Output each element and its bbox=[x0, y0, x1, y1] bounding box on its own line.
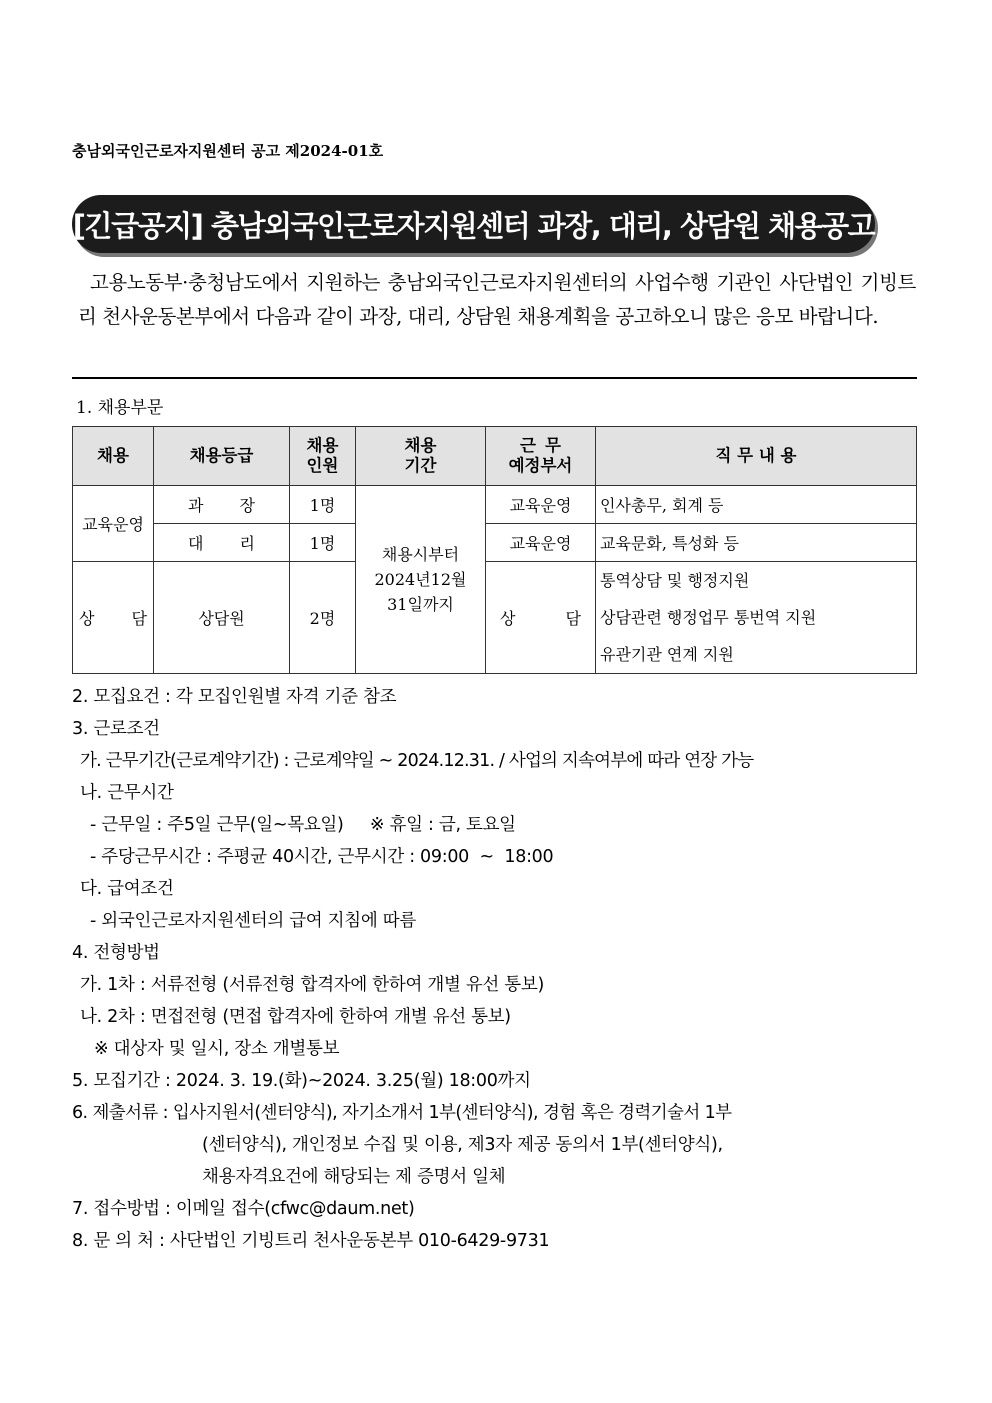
grade-cell bbox=[154, 524, 290, 562]
divider bbox=[72, 377, 917, 379]
header-dept-char-a: 근 bbox=[520, 436, 536, 455]
grade-char-b: 리 bbox=[239, 534, 255, 553]
section-1-title: 1. 채용부문 bbox=[76, 398, 164, 418]
duty-line: 통역상담 및 행정지원 bbox=[600, 571, 750, 590]
period-cell bbox=[356, 486, 486, 674]
header-period bbox=[356, 427, 486, 486]
section-7: 7. 접수방법 : 이메일 접수(cfwc@daum.net) bbox=[72, 1199, 415, 1219]
header-hire: 채용 bbox=[73, 427, 154, 486]
section-6: 6. 제출서류 : 입사지원서(센터양식), 자기소개서 1부(센터양식), 경험 혹은 경력기술서 1부 bbox=[72, 1103, 732, 1123]
section-4: 4. 전형방법 bbox=[72, 943, 160, 963]
grade-spread bbox=[154, 493, 289, 516]
header-dept bbox=[486, 427, 596, 486]
grade-char-b: 장 bbox=[239, 496, 255, 515]
dept-cell: 교육운영 bbox=[486, 524, 596, 562]
section-4a: 가. 1차 : 서류전형 (서류전형 합격자에 한하여 개별 유선 통보) bbox=[80, 975, 545, 995]
header-count-line2: 인원 bbox=[306, 456, 339, 475]
header-count-line1: 채용 bbox=[306, 436, 339, 455]
section-2: 2. 모집요건 : 각 모집인원별 자격 기준 참조 bbox=[72, 687, 397, 707]
dept-cell: 교육운영 bbox=[486, 486, 596, 524]
count-cell: 1명 bbox=[290, 524, 356, 562]
section-5: 5. 모집기간 : 2024. 3. 19.(화)~2024. 3.25(월) 18:00까지 bbox=[72, 1071, 531, 1091]
header-duty: 직 무 내 용 bbox=[596, 427, 917, 486]
section-4-note: ※ 대상자 및 일시, 장소 개별통보 bbox=[94, 1039, 340, 1059]
table-row bbox=[73, 486, 917, 524]
section-3b-1: - 근무일 : 주5일 근무(일~목요일) ※ 휴일 : 금, 토요일 bbox=[90, 815, 516, 835]
body-sections bbox=[72, 681, 922, 1257]
header-period-line1: 채용 bbox=[404, 436, 437, 455]
dept-cell bbox=[486, 562, 596, 674]
duty-cell: 교육문화, 특성화 등 bbox=[596, 524, 917, 562]
header-dept-char-b: 무 bbox=[545, 436, 561, 455]
group-edu: 교육운영 bbox=[73, 486, 154, 562]
header-dept-line2: 예정부서 bbox=[508, 456, 573, 475]
header-count bbox=[290, 427, 356, 486]
grade-char-a: 대 bbox=[188, 534, 204, 553]
section-3c: 다. 급여조건 bbox=[80, 879, 174, 899]
section-8: 8. 문 의 처 : 사단법인 기빙트리 천사운동본부 010-6429-9731 bbox=[72, 1231, 550, 1251]
grade-char-a: 과 bbox=[188, 496, 204, 515]
dept-spread bbox=[486, 606, 595, 629]
header-dept-line1 bbox=[486, 436, 595, 456]
table-row bbox=[73, 562, 917, 674]
notice-number: 충남외국인근로자지원센터 공고 제2024-01호 bbox=[72, 142, 384, 160]
title-banner bbox=[72, 195, 875, 253]
section-3a: 가. 근무기간(근로계약기간) : 근로계약일 ~ 2024.12.31. / 사업의 지속여부에 따라 연장 가능 bbox=[80, 751, 754, 771]
dept-char-a: 상 bbox=[500, 609, 516, 628]
recruitment-table bbox=[72, 426, 917, 674]
table-header-row bbox=[73, 427, 917, 486]
intro-paragraph: 고용노동부·충청남도에서 지원하는 충남외국인근로자지원센터의 사업수행 기관인 사단법인 기빙트리 천사운동본부에서 다음과 같이 과장, 대리, 상담원 채용계획을 공고하오니 많은 응모 바랍니다. bbox=[78, 271, 916, 328]
section-6-line3: 채용자격요건에 해당되는 제 증명서 일체 bbox=[202, 1167, 506, 1187]
count-cell: 1명 bbox=[290, 486, 356, 524]
section-3c-1: - 외국인근로자지원센터의 급여 지침에 따름 bbox=[90, 911, 416, 931]
duty-line: 유관기관 연계 지원 bbox=[600, 645, 734, 664]
grade-spread bbox=[154, 531, 289, 554]
period-line2: 2024년12월 bbox=[374, 570, 467, 589]
period-line3: 31일까지 bbox=[387, 595, 454, 614]
period-line1: 채용시부터 bbox=[381, 545, 460, 564]
table-row bbox=[73, 524, 917, 562]
group-counsel-spread bbox=[73, 606, 153, 629]
header-grade: 채용등급 bbox=[154, 427, 290, 486]
count-cell: 2명 bbox=[290, 562, 356, 674]
section-3: 3. 근로조건 bbox=[72, 719, 160, 739]
group-counsel bbox=[73, 562, 154, 674]
section-4b: 나. 2차 : 면접전형 (면접 합격자에 한하여 개별 유선 통보) bbox=[80, 1007, 511, 1027]
section-3b-2: - 주당근무시간 : 주평균 40시간, 근무시간 : 09:00 ~ 18:00 bbox=[90, 847, 554, 867]
duty-cell bbox=[596, 562, 917, 674]
group-counsel-char-b: 담 bbox=[131, 609, 147, 628]
page-title: [긴급공지] 충남외국인근로자지원센터 과장, 대리, 상담원 채용공고 bbox=[72, 208, 875, 243]
duty-line: 상담관련 행정업무 통번역 지원 bbox=[600, 608, 817, 627]
section-6-line2: (센터양식), 개인정보 수집 및 이용, 제3자 제공 동의서 1부(센터양식), bbox=[202, 1135, 723, 1155]
duty-cell: 인사총무, 회계 등 bbox=[596, 486, 917, 524]
grade-cell bbox=[154, 486, 290, 524]
header-period-line2: 기간 bbox=[404, 456, 437, 475]
grade-cell: 상담원 bbox=[154, 562, 290, 674]
dept-char-b: 담 bbox=[565, 609, 581, 628]
group-counsel-char-a: 상 bbox=[79, 609, 95, 628]
section-3b: 나. 근무시간 bbox=[80, 783, 174, 803]
